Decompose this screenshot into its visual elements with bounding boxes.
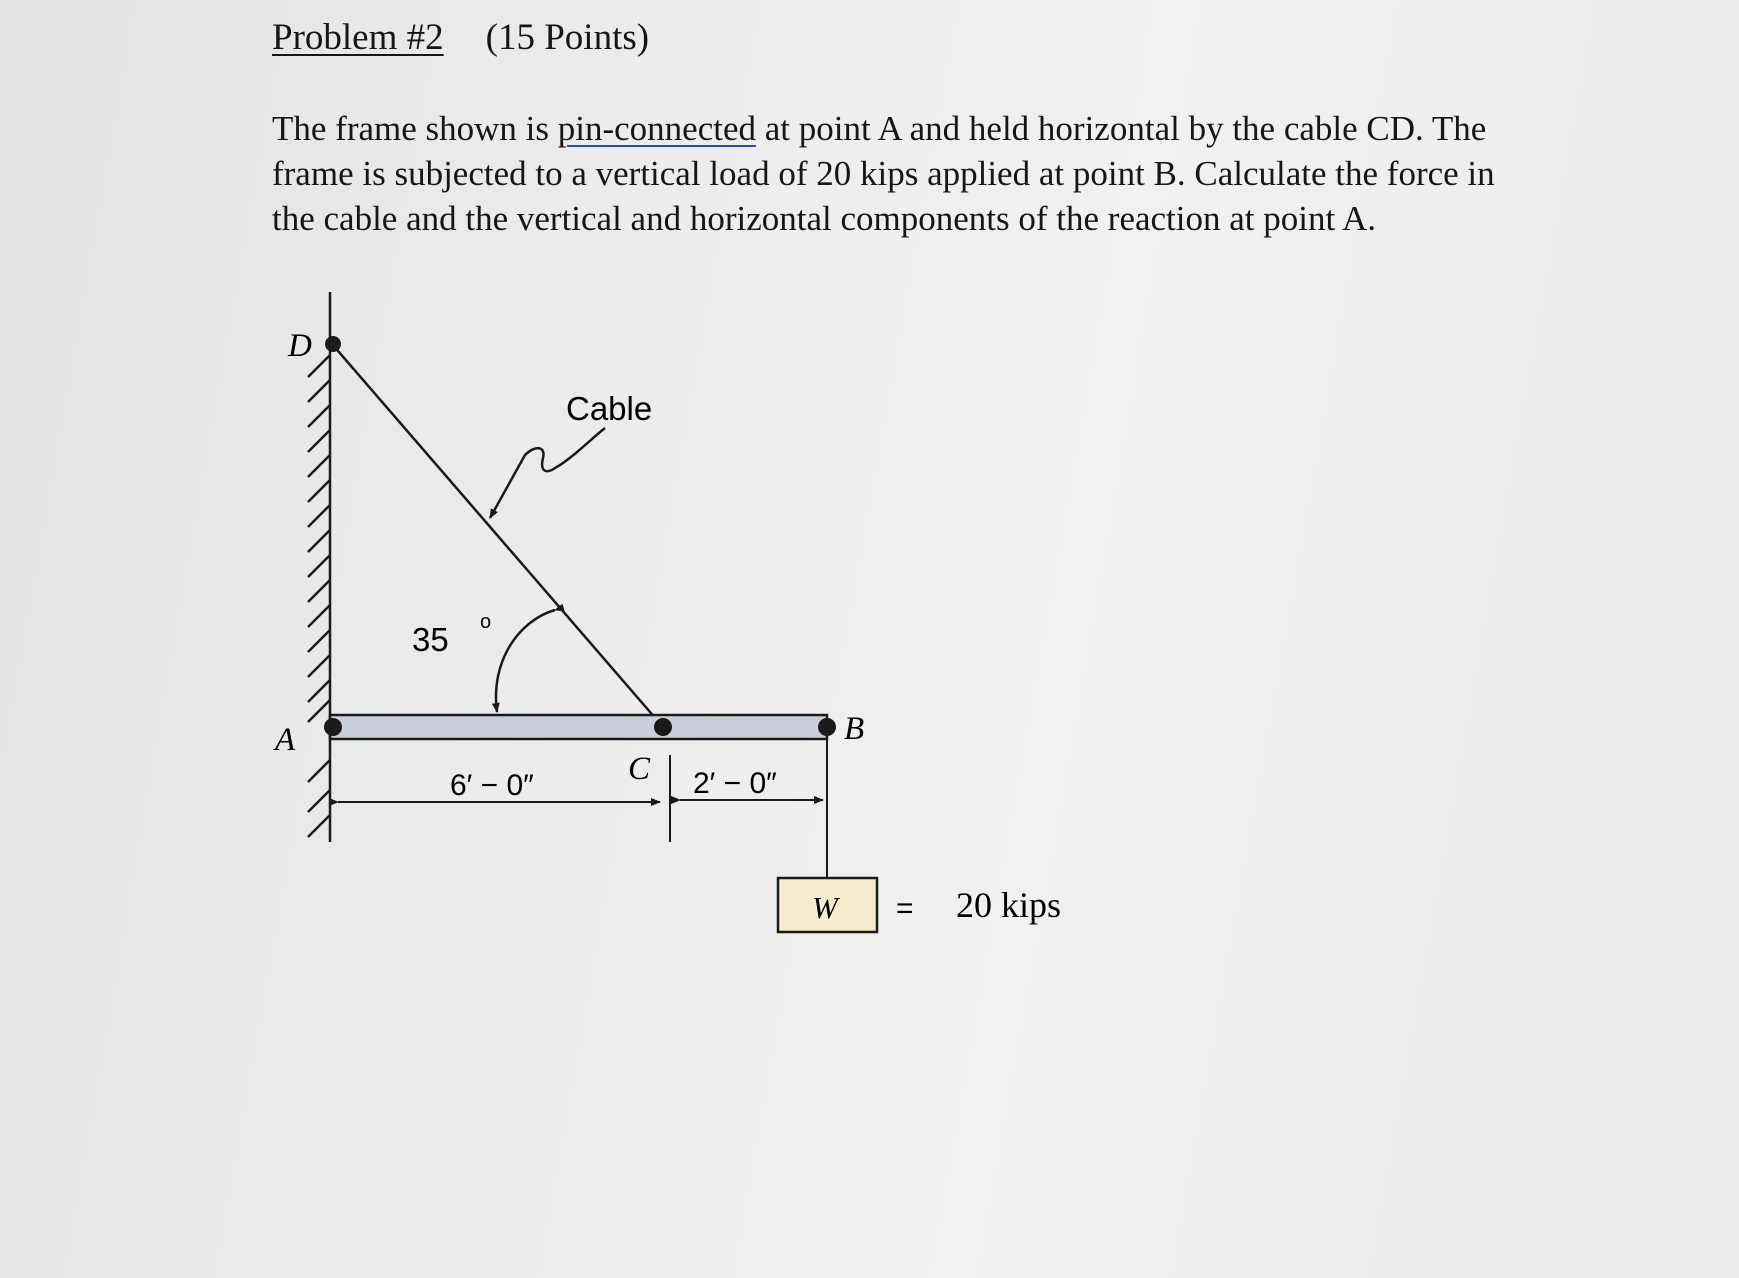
statement-text: The frame shown is bbox=[272, 109, 558, 148]
dimension-lines bbox=[338, 739, 827, 880]
load-value: 20 kips bbox=[956, 885, 1062, 925]
weight-symbol: W bbox=[812, 890, 838, 925]
problem-number: Problem #2 bbox=[272, 17, 444, 58]
angle-degree: o bbox=[480, 611, 492, 633]
angle-value: 35 bbox=[412, 621, 449, 658]
pin-b bbox=[818, 718, 836, 736]
cable-label: Cable bbox=[566, 390, 653, 427]
dimension-cb: 2′ − 0″ bbox=[693, 767, 777, 800]
statement-line-2: frame is subjected to a vertical load of 20 kips applied at point B. Calculate the force in bbox=[272, 154, 1495, 193]
beam-ab bbox=[330, 715, 827, 739]
pin-c bbox=[654, 718, 672, 736]
wall-support bbox=[308, 292, 330, 842]
dimension-ac: 6′ − 0″ bbox=[450, 769, 534, 802]
cable-leader bbox=[490, 428, 605, 518]
label-b: B bbox=[844, 711, 865, 747]
problem-points: (15 Points) bbox=[485, 17, 650, 58]
pin-a bbox=[324, 718, 342, 736]
angle-arc bbox=[496, 610, 555, 712]
statement-text: at point A and held horizontal by the cable CD. The bbox=[756, 109, 1487, 148]
pin-d bbox=[325, 336, 341, 352]
pin-connected-link[interactable]: pin-connected bbox=[557, 109, 757, 148]
label-a: A bbox=[275, 722, 296, 758]
equals-sign: = bbox=[896, 892, 914, 925]
label-c: C bbox=[628, 751, 651, 787]
label-d: D bbox=[288, 328, 312, 364]
statement-line-3: the cable and the vertical and horizontal components of the reaction at point A. bbox=[272, 199, 1377, 238]
